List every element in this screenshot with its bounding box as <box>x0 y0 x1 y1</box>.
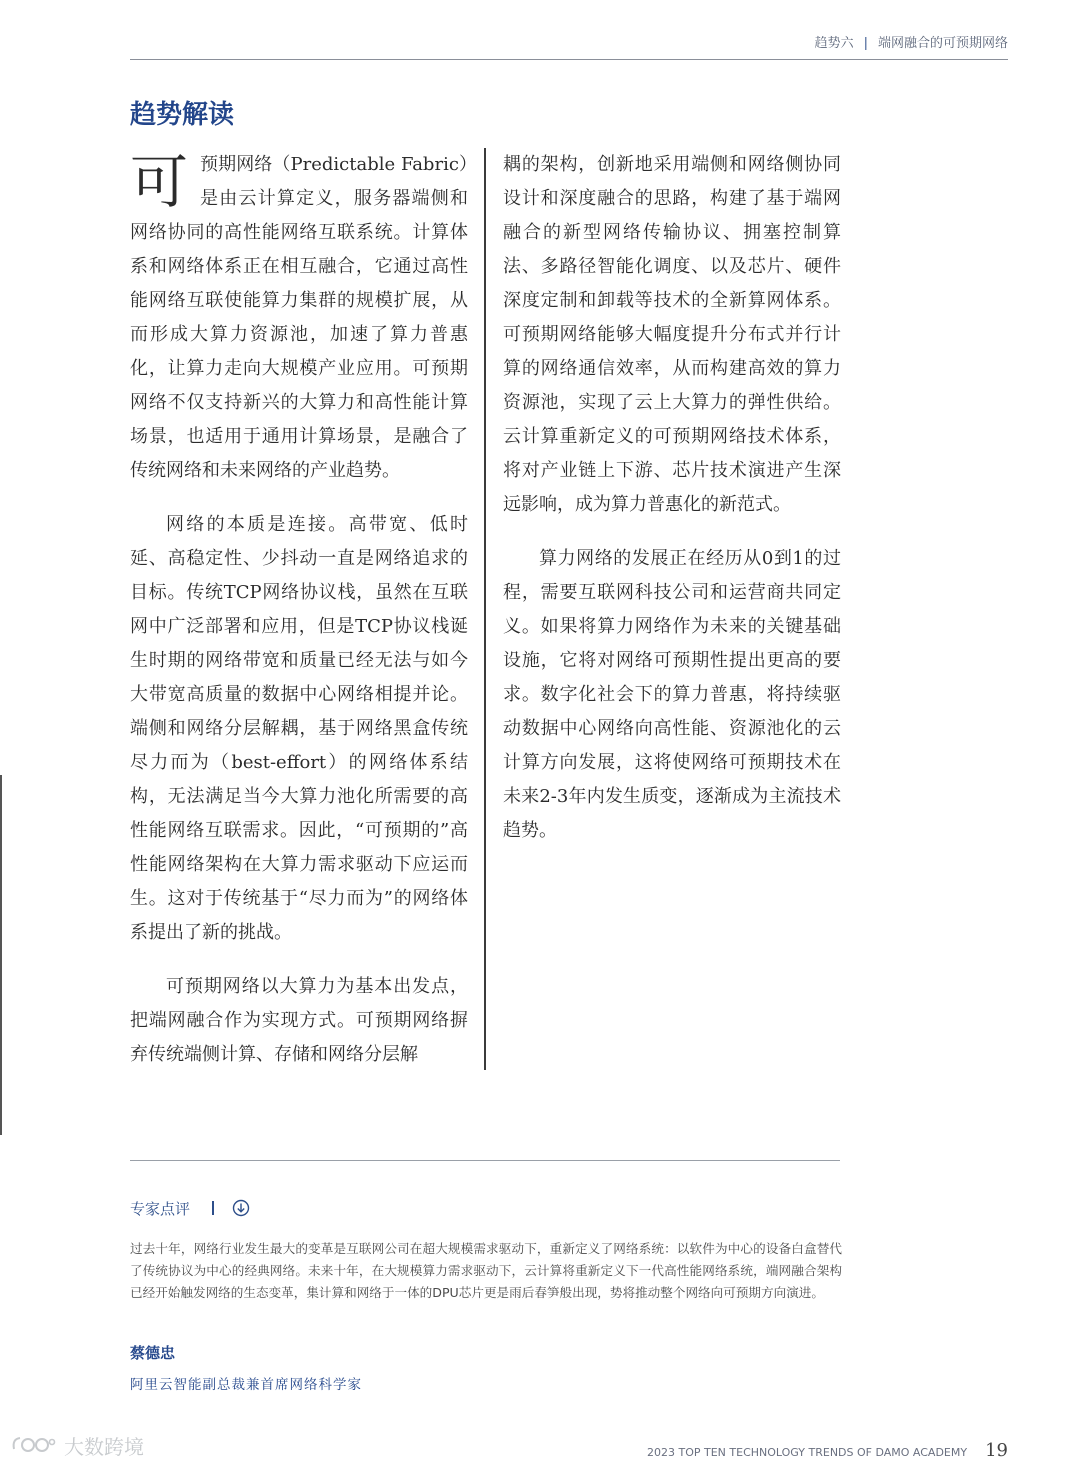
watermark-text: 大数跨境 <box>64 1434 144 1459</box>
expert-divider <box>130 1160 840 1161</box>
left-paragraph-1 <box>130 148 468 488</box>
expert-name: 蔡德忠 <box>130 1344 176 1362</box>
header-topic: 端网融合的可预期网络 <box>877 36 1008 51</box>
watermark <box>10 1432 144 1458</box>
expert-comment: 过去十年，网络行业发生最大的变革是互联网公司在超大规模需求驱动下，重新定义了网络系统：以软件为中心的设备白盒替代了传统协议为中心的经典网络。未来十年，在大规模算力需求驱动下，云计算将重新定义下一代高性能网络系统，端网融合架构已经开始触发网络的生态变革，集计算和网络于一体的DPU芯片更是雨后春笋般出现，势将推动整个网络向可预期方向演进。 <box>130 1241 842 1300</box>
watermark-logo-icon <box>10 1433 58 1457</box>
right-column <box>503 148 841 868</box>
footer-text: 2023 TOP TEN TECHNOLOGY TRENDS OF DAMO ACADEMY <box>647 1446 968 1459</box>
drop-cap: 可 <box>130 148 189 216</box>
circle-down-arrow-icon[interactable] <box>232 1199 250 1217</box>
header-rule <box>130 59 1008 60</box>
page-number: 19 <box>985 1440 1008 1461</box>
section-title: 趋势解读 <box>130 100 235 130</box>
right-paragraph-1: 耦的架构，创新地采用端侧和网络侧协同设计和深度融合的思路，构建了基于端网融合的新型网络传输协议、拥塞控制算法、多路径智能化调度、以及芯片、硬件深度定制和卸载等技术的全新算网体系。可预期网络能够大幅度提升分布式并行计算的网络通信效率，从而构建高效的算力资源池，实现了云上大算力的弹性供给。云计算重新定义的可预期网络技术体系，将对产业链上下游、芯片技术演进产生深远影响，成为算力普惠化的新范式。 <box>503 154 841 515</box>
header-chapter: 趋势六 <box>814 36 854 51</box>
expert-review-heading <box>130 1196 250 1220</box>
page-footer <box>647 1440 1008 1466</box>
left-paragraph-3: 可预期网络以大算力为基本出发点，把端网融合作为实现方式。可预期网络摒弃传统端侧计算、存储和网络分层解 <box>130 976 468 1065</box>
expert-title: 阿里云智能副总裁兼首席网络科学家 <box>130 1377 362 1393</box>
column-divider <box>484 148 486 1070</box>
expert-heading-label: 专家点评 <box>130 1199 191 1218</box>
left-paragraph-2: 网络的本质是连接。高带宽、低时延、高稳定性、少抖动一直是网络追求的目标。传统TCP网络协议栈，虽然在互联网中广泛部署和应用，但是TCP协议栈诞生时期的网络带宽和质量已经无法与如今大带宽高质量的数据中心网络相提并论。端侧和网络分层解耦，基于网络黑盒传统尽力而为（best-effort）的网络体系结构，无法满足当今大算力池化所需要的高性能网络互联需求。因此，“可预期的”高性能网络架构在大算力需求驱动下应运而生。这对于传统基于“尽力而为”的网络体系提出了新的挑战。 <box>130 514 468 943</box>
right-paragraph-2: 算力网络的发展正在经历从0到1的过程，需要互联网科技公司和运营商共同定义。如果将算力网络作为未来的关键基础设施，它将对网络可预期性提出更高的要求。数字化社会下的算力普惠，将持续驱动数据中心网络向高性能、资源池化的云计算方向发展，这将使网络可预期技术在未来2-3年内发生质变，逐渐成为主流技术趋势。 <box>503 548 841 841</box>
left-paragraph-1-text: 预期网络（Predictable Fabric）是由云计算定义，服务器端侧和网络协同的高性能网络互联系统。计算体系和网络体系正在相互融合，它通过高性能网络互联使能算力集群的规模扩展，从而形成大算力资源池，加速了算力普惠化，让算力走向大规模产业应用。可预期网络不仅支持新兴的大算力和高性能计算场景，也适用于通用计算场景，是融合了传统网络和未来网络的产业趋势。 <box>130 154 468 481</box>
header-separator: | <box>863 36 868 51</box>
left-edge-mark <box>0 775 2 1135</box>
expert-heading-bar <box>212 1201 214 1215</box>
left-column <box>130 148 468 1092</box>
running-header <box>130 32 1008 56</box>
